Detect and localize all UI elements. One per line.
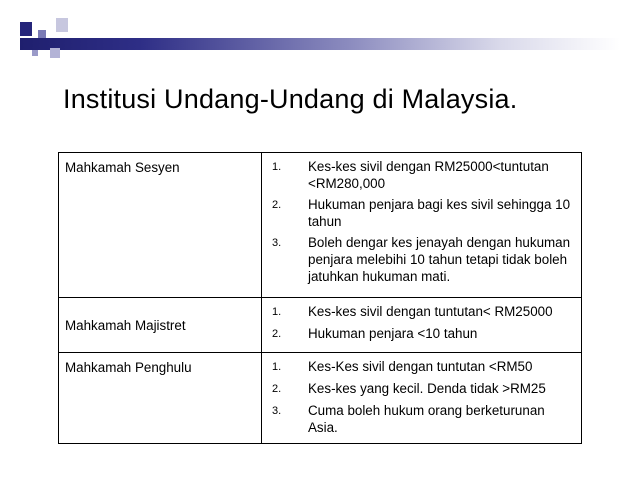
item-number: 1. <box>272 161 282 173</box>
item-text: Hukuman penjara <10 tahun <box>308 326 478 341</box>
table-row <box>59 353 582 444</box>
item-number: 3. <box>272 405 282 417</box>
table-row <box>59 153 582 298</box>
court-name: Mahkamah Penghulu <box>59 353 262 444</box>
item-text: Cuma boleh hukum orang berketurunan Asia. <box>308 403 545 435</box>
list-item <box>272 358 573 376</box>
decor-square <box>56 18 68 32</box>
item-number: 2. <box>272 199 282 211</box>
item-text: Kes-Kes sivil dengan tuntutan <RM50 <box>308 359 533 374</box>
list-item <box>272 234 573 285</box>
item-number: 1. <box>272 306 282 318</box>
list-item <box>272 325 573 343</box>
decor-square <box>20 22 32 36</box>
jurisdiction-list <box>272 303 573 343</box>
item-number: 2. <box>272 383 282 395</box>
court-table <box>58 152 582 444</box>
court-jurisdiction <box>262 153 582 298</box>
court-name: Mahkamah Majistret <box>59 298 262 353</box>
header-decoration-bar <box>20 38 620 50</box>
list-item <box>272 402 573 436</box>
jurisdiction-list <box>272 358 573 436</box>
decor-square <box>38 30 46 38</box>
item-number: 1. <box>272 361 282 373</box>
decor-square <box>32 50 38 56</box>
court-jurisdiction <box>262 298 582 353</box>
court-name: Mahkamah Sesyen <box>59 153 262 298</box>
jurisdiction-list <box>272 158 573 285</box>
item-text: Kes-kes yang kecil. Denda tidak >RM25 <box>308 381 546 396</box>
slide-title: Institusi Undang-Undang di Malaysia. <box>63 84 518 114</box>
list-item <box>272 303 573 321</box>
list-item <box>272 380 573 398</box>
table-row <box>59 298 582 353</box>
item-number: 3. <box>272 237 282 249</box>
item-number: 2. <box>272 328 282 340</box>
item-text: Kes-kes sivil dengan tuntutan< RM25000 <box>308 304 553 319</box>
decor-square <box>50 48 60 58</box>
list-item <box>272 158 573 192</box>
item-text: Kes-kes sivil dengan RM25000<tuntutan <RM280,000 <box>308 159 549 191</box>
item-text: Boleh dengar kes jenayah dengan hukuman penjara melebihi 10 tahun tetapi tidak boleh jatuhkan hukuman mati. <box>308 235 571 284</box>
court-jurisdiction <box>262 353 582 444</box>
item-text: Hukuman penjara bagi kes sivil sehingga 10 tahun <box>308 197 571 229</box>
list-item <box>272 196 573 230</box>
